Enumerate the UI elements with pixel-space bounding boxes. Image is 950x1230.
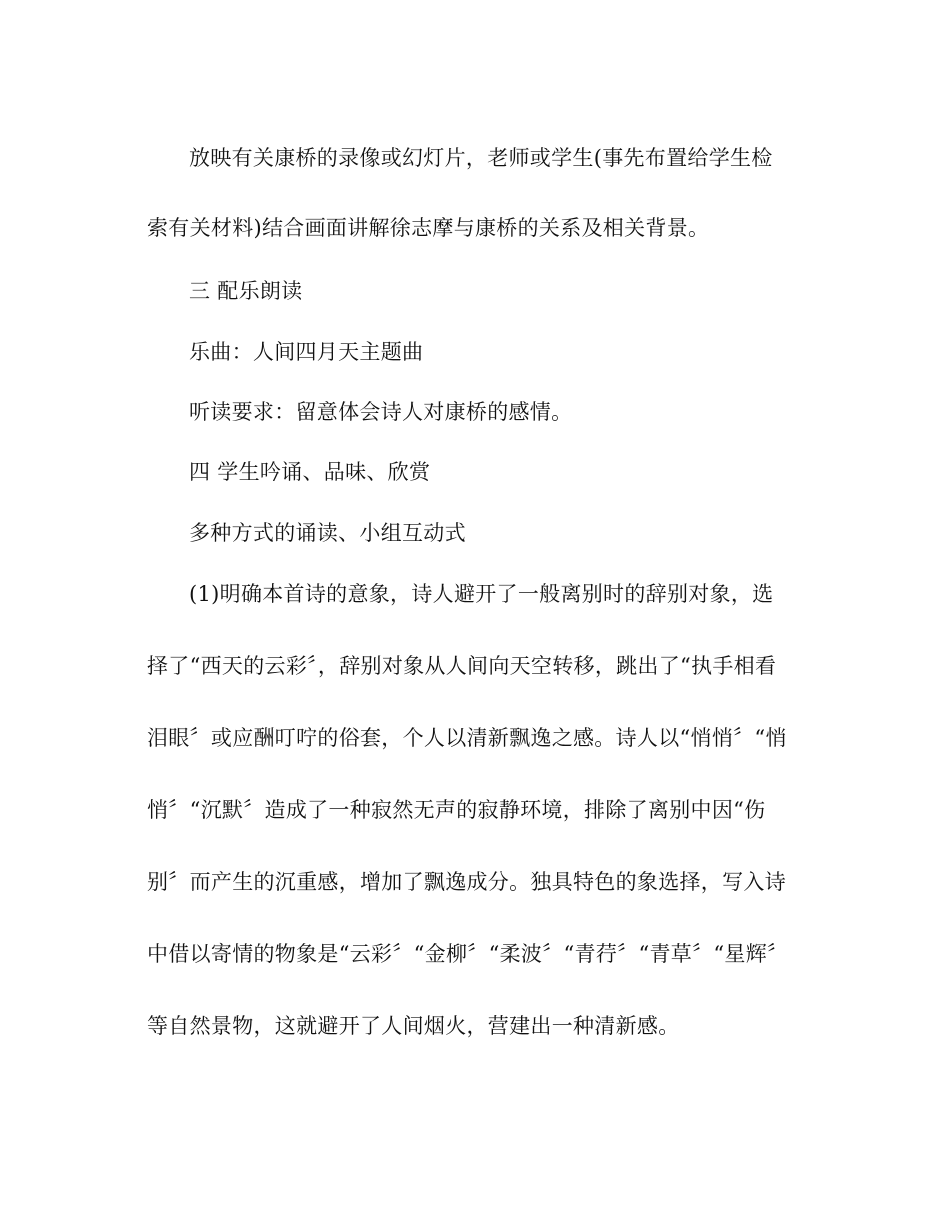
paragraph-line: 别〞而产生的沉重感，增加了飘逸成分。独具特色的象选择，写入诗 — [147, 870, 786, 894]
paragraph-line: 索有关材料)结合画面讲解徐志摩与康桥的关系及相关背景。 — [147, 216, 710, 240]
paragraph-line: 悄〞“沉默〞造成了一种寂然无声的寂静环境，排除了离别中因“伤 — [147, 798, 766, 822]
paragraph-line: 择了“西天的云彩〞，辞别对象从人间向天空转移，跳出了“执手相看 — [147, 654, 777, 678]
paragraph-line: 多种方式的诵读、小组互动式 — [189, 521, 466, 545]
paragraph-line: 放映有关康桥的录像或幻灯片，老师或学生(事先布置给学生检 — [189, 146, 773, 170]
section-heading: 三 配乐朗读 — [189, 279, 303, 303]
paragraph-line: 中借以寄情的物象是“云彩〞“金柳〞“柔波〞“青荇〞“青草〞“星辉〞 — [147, 942, 789, 966]
paragraph-line: 等自然景物，这就避开了人间烟火，营建出一种清新感。 — [147, 1014, 680, 1038]
paragraph-line: (1)明确本首诗的意象，诗人避开了一般离别时的辞别对象，选 — [189, 582, 774, 606]
paragraph-line: 听读要求：留意体会诗人对康桥的感情。 — [189, 400, 573, 424]
paragraph-line: 泪眼〞或应酬叮咛的俗套，个人以清新飘逸之感。诗人以“悄悄〞“悄 — [147, 726, 787, 750]
paragraph-line: 乐曲：人间四月天主题曲 — [189, 340, 424, 364]
section-heading: 四 学生吟诵、品味、欣赏 — [189, 460, 431, 484]
